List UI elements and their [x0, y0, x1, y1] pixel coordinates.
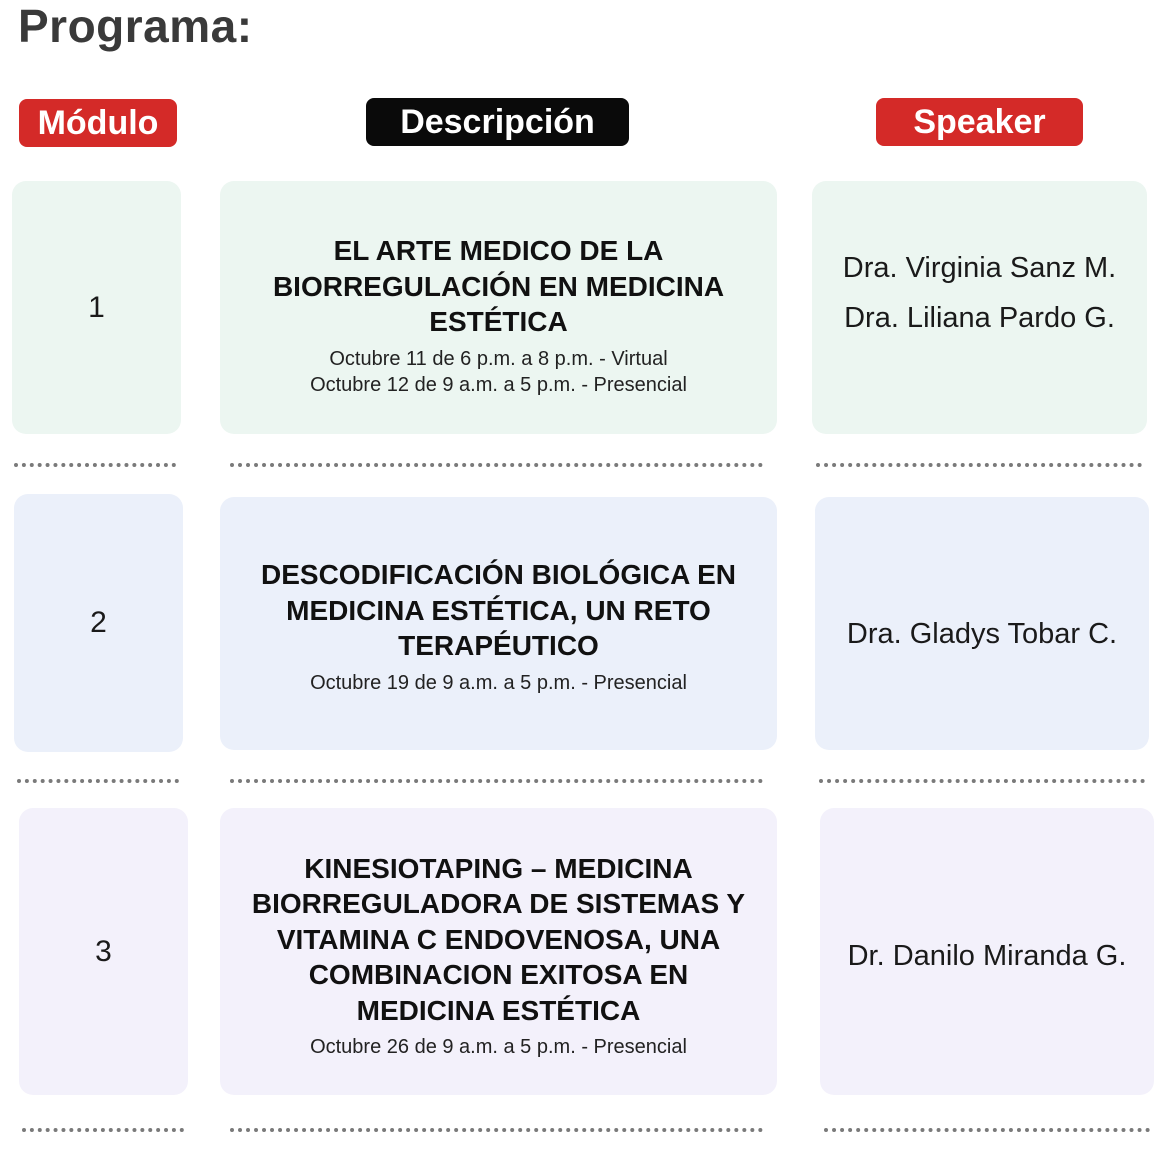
row-separator — [22, 1128, 184, 1132]
module-1-speaker: Dra. Liliana Pardo G. — [844, 301, 1115, 334]
row-separator — [14, 463, 176, 467]
module-1-title — [259, 233, 738, 340]
row-separator — [816, 463, 1142, 467]
row-separator — [230, 1128, 763, 1132]
module-3-title-line: KINESIOTAPING – MEDICINA — [304, 852, 693, 884]
row-separator — [819, 779, 1145, 783]
module-2-title — [247, 557, 750, 664]
page-title: Programa: — [18, 0, 253, 52]
module-3-title — [238, 851, 759, 1029]
module-2-title-line: MEDICINA ESTÉTICA, UN RETO — [286, 594, 711, 626]
module-1-speaker: Dra. Virginia Sanz M. — [842, 251, 1117, 284]
modulo-header-badge: Módulo — [19, 99, 177, 147]
module-1-title-line: ESTÉTICA — [429, 306, 568, 338]
row-separator — [230, 463, 763, 467]
module-1-title-line: EL ARTE MEDICO DE LA — [333, 235, 664, 267]
module-2-date: Octubre 19 de 9 a.m. a 5 p.m. - Presencial — [310, 671, 687, 694]
row-separator — [17, 779, 179, 783]
module-3-title-line: MEDICINA ESTÉTICA — [356, 994, 641, 1026]
module-3-date: Octubre 26 de 9 a.m. a 5 p.m. - Presencial — [310, 1036, 687, 1059]
module-1-number-card — [12, 181, 181, 434]
module-2-number: 2 — [90, 606, 107, 639]
descripcion-header-badge: Descripción — [366, 98, 629, 146]
row-separator — [824, 1128, 1150, 1132]
module-3-title-line: BIORREGULADORA DE SISTEMAS Y — [251, 888, 746, 920]
module-2-title-line: DESCODIFICACIÓN BIOLÓGICA EN — [261, 559, 736, 591]
module-3-speaker: Dr. Danilo Miranda G. — [847, 939, 1127, 972]
module-2-title-line: TERAPÉUTICO — [398, 630, 599, 662]
module-1-speaker-card — [812, 181, 1147, 434]
module-3-number: 3 — [95, 934, 112, 968]
module-3-title-line: COMBINACION EXITOSA EN — [308, 959, 689, 991]
module-1-date: Octubre 12 de 9 a.m. a 5 p.m. - Presencial — [310, 373, 687, 396]
module-1-description-card — [220, 181, 777, 434]
module-2-number-card — [14, 494, 183, 752]
module-2-speaker-card — [815, 497, 1149, 750]
module-3-title-line: VITAMINA C ENDOVENOSA, UNA — [276, 923, 721, 955]
module-3-description-card — [220, 808, 777, 1095]
row-separator — [230, 779, 763, 783]
module-1-date: Octubre 11 de 6 p.m. a 8 p.m. - Virtual — [329, 347, 668, 370]
module-1-number: 1 — [88, 290, 105, 324]
module-1-title-line: BIORREGULACIÓN EN MEDICINA — [272, 270, 725, 302]
module-2-description-card — [220, 497, 777, 750]
module-2-speaker: Dra. Gladys Tobar C. — [846, 617, 1118, 650]
module-3-speaker-card — [820, 808, 1154, 1095]
speaker-header-badge: Speaker — [876, 98, 1083, 146]
module-3-number-card — [19, 808, 188, 1095]
